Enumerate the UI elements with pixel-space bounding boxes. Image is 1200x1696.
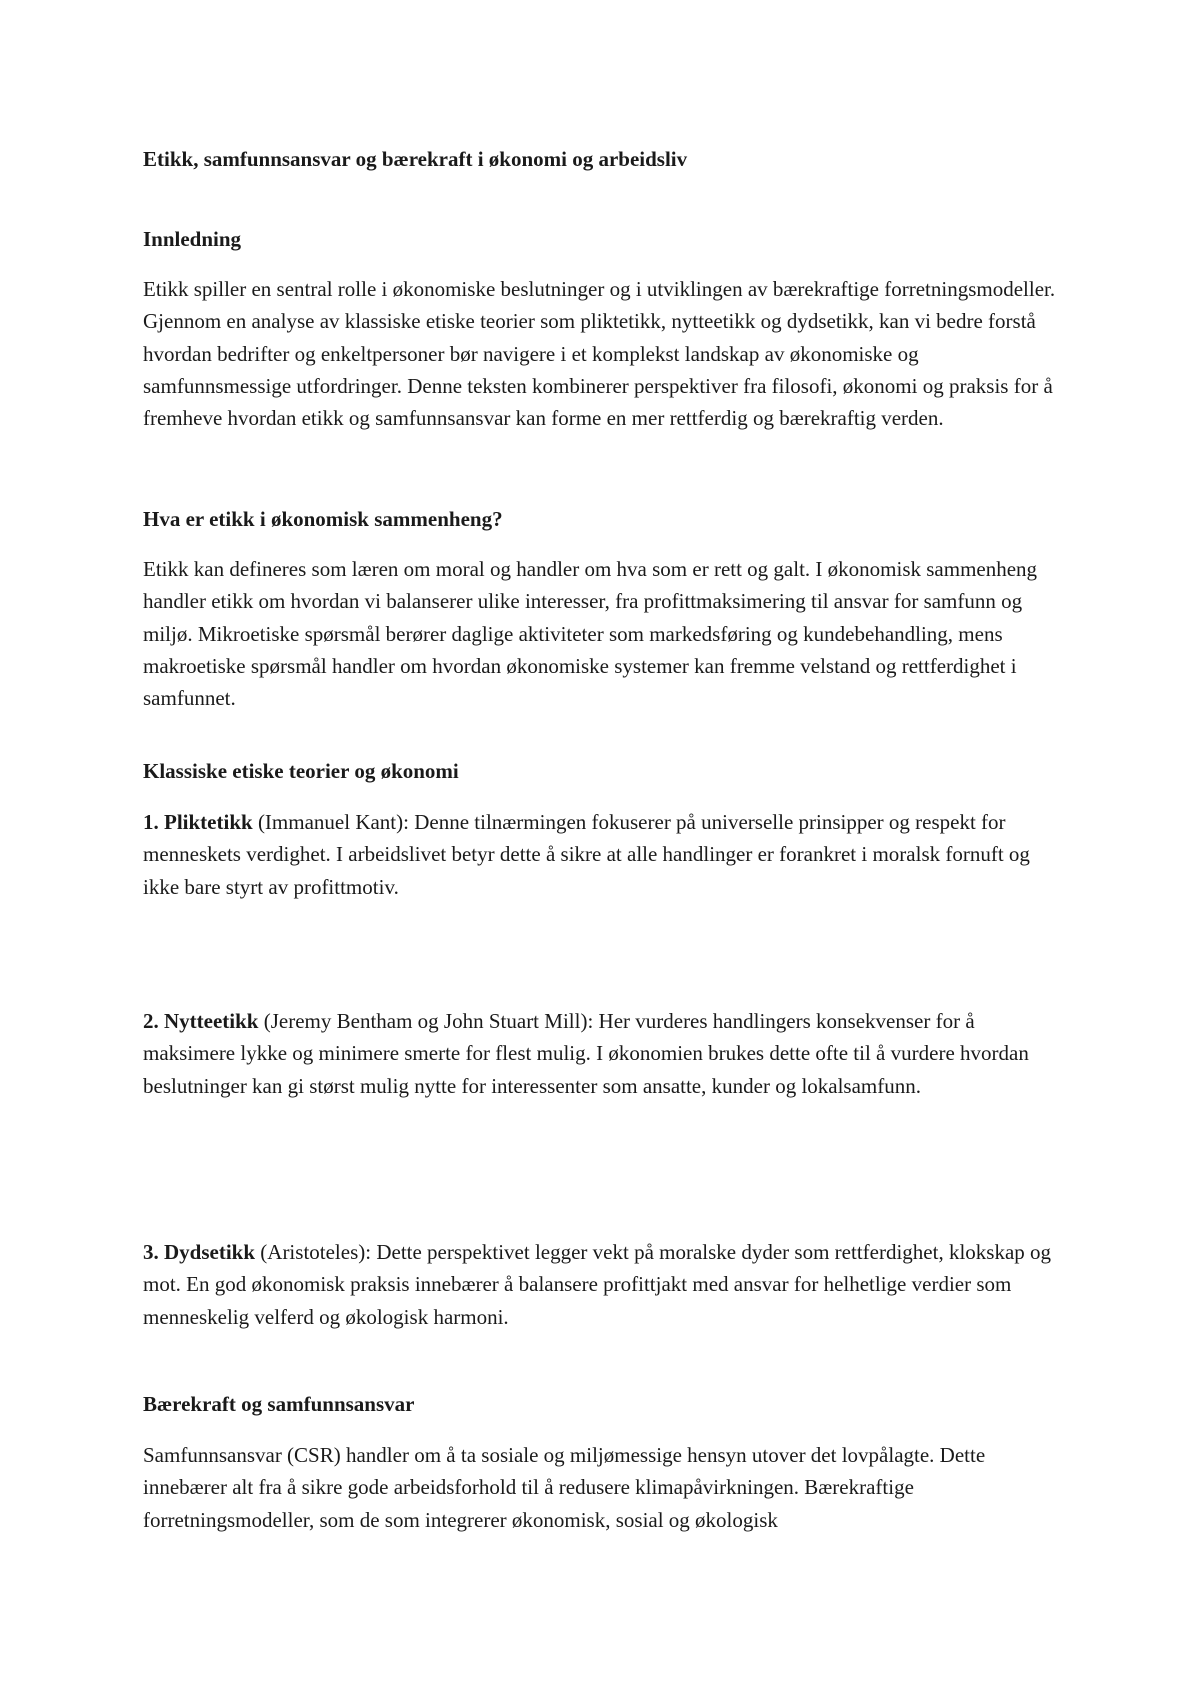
theory-label-pliktetikk: 1. Pliktetikk: [143, 810, 253, 834]
theory-text-pliktetikk: (Immanuel Kant): Denne tilnærmingen fokuserer på universelle prinsipper og respekt for menneskets verdighet. I arbeidslivet betyr dette å sikre at alle handlinger er forankret i moralsk fornuft og ikke bare styrt av profittmotiv.: [143, 810, 1030, 899]
heading-innledning: Innledning: [143, 227, 242, 251]
paragraph-nytteetikk: [143, 1005, 1063, 1102]
document-title: Etikk, samfunnsansvar og bærekraft i økonomi og arbeidsliv: [143, 147, 688, 171]
heading-baerekraft: Bærekraft og samfunnsansvar: [143, 1392, 415, 1416]
theory-text-dydsetikk: (Aristoteles): Dette perspektivet legger vekt på moralske dyder som rettferdighet, klokskap og mot. En god økonomisk praksis innebærer å balansere profittjakt med ansvar for helhetlige verdier som menneskelig velferd og økologisk harmoni.: [143, 1240, 1052, 1329]
heading-klassiske-teorier: Klassiske etiske teorier og økonomi: [143, 759, 459, 783]
heading-hva-er-etikk: Hva er etikk i økonomisk sammenheng?: [143, 507, 503, 531]
paragraph-hva-er-etikk: Etikk kan defineres som læren om moral og handler om hva som er rett og galt. I økonomisk sammenheng handler etikk om hvordan vi balanserer ulike interesser, fra profittmaksimering til ansvar for samfunn og miljø. Mikroetiske spørsmål berører daglige aktiviteter som markedsføring og kundebehandling, mens makroetiske spørsmål handler om hvordan økonomiske systemer kan fremme velstand og rettferdighet i samfunnet.: [143, 557, 1038, 711]
theory-label-dydsetikk: 3. Dydsetikk: [143, 1240, 256, 1264]
theory-text-nytteetikk: (Jeremy Bentham og John Stuart Mill): Her vurderes handlingers konsekvenser for å maksimere lykke og minimere smerte for flest mulig. I økonomien brukes dette ofte til å vurdere hvordan beslutninger kan gi størst mulig nytte for interessenter som ansatte, kunder og lokalsamfunn.: [143, 1009, 1029, 1098]
theory-label-nytteetikk: 2. Nytteetikk: [143, 1009, 259, 1033]
paragraph-innledning: Etikk spiller en sentral rolle i økonomiske beslutninger og i utviklingen av bærekraftige forretningsmodeller. Gjennom en analyse av klassiske etiske teorier som pliktetikk, nytteetikk og dydsetikk, kan vi bedre forstå hvordan bedrifter og enkeltpersoner bør navigere i et komplekst landskap av økonomiske og samfunnsmessige utfordringer. Denne teksten kombinerer perspektiver fra filosofi, økonomi og praksis for å fremheve hvordan etikk og samfunnsansvar kan forme en mer rettferdig og bærekraftig verden.: [143, 277, 1056, 431]
paragraph-baerekraft: Samfunnsansvar (CSR) handler om å ta sosiale og miljømessige hensyn utover det lovpålagte. Dette innebærer alt fra å sikre gode arbeidsforhold til å redusere klimapåvirkningen. Bærekraftige forretningsmodeller, som de som integrerer økonomisk, sosial og økologisk: [143, 1443, 986, 1532]
paragraph-pliktetikk: [143, 806, 1063, 903]
paragraph-dydsetikk: [143, 1236, 1063, 1333]
